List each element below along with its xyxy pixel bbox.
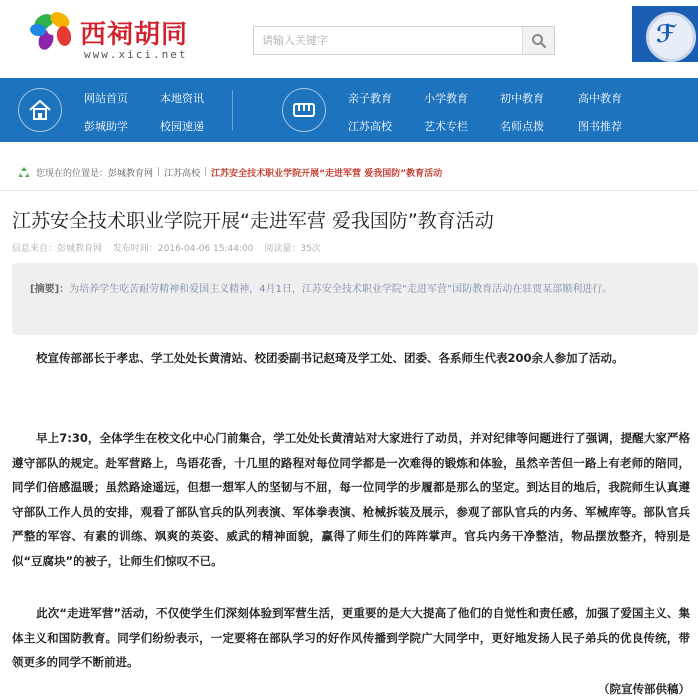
nav-divider — [232, 90, 233, 130]
summary-tag: [摘要]： — [30, 284, 70, 295]
summary-text: 为培养学生吃苦耐劳精神和爱国主义精神，4月1日，江苏安全技术职业学院“走进军营”国防教育活动在驻贾某部顺利进行。 — [69, 284, 613, 295]
piano-icon — [282, 88, 326, 132]
search-button[interactable] — [522, 27, 554, 54]
paragraph-text: 此次“走进军营”活动，不仅使学生们深刻体验到军营生活，更重要的是大大提高了他们的自觉性和责任感，加强了爱国主义、集体主义和国防教育。同学们纷纷表示，一定要将在部队学习的好作风传播到学院广大同学中，更好地发扬人民子弟兵的优良传统，带领更多的同学不断前进。 — [12, 606, 690, 669]
breadcrumb-current[interactable]: 江苏安全技术职业学院开展“走进军营 爱我国防”教育活动 — [211, 168, 443, 179]
article-paragraph — [12, 346, 690, 371]
site-url: www.xici.net — [84, 48, 188, 61]
nav-pengcheng-aid[interactable]: 彭城助学 — [84, 120, 128, 133]
nav-junior-high[interactable]: 初中教育 — [500, 92, 544, 105]
article-credit: （院宣传部供稿） — [598, 682, 690, 696]
emblem-glyph: ℱ — [656, 20, 676, 48]
search-icon — [531, 33, 547, 49]
nav-teachers[interactable]: 名师点拨 — [500, 120, 544, 133]
article-title: 江苏安全技术职业学院开展“走进军营 爱我国防”教育活动 — [12, 210, 494, 232]
nav-books[interactable]: 图书推荐 — [578, 120, 622, 133]
nav-home[interactable]: 网站首页 — [84, 92, 128, 105]
nav-jiangsu-colleges[interactable]: 江苏高校 — [348, 120, 392, 133]
nav-parenting[interactable]: 亲子教育 — [348, 92, 392, 105]
article-paragraph — [12, 601, 690, 675]
site-header — [0, 0, 698, 78]
site-name: 西祠胡同 — [80, 20, 189, 50]
search-box — [253, 26, 555, 55]
recycle-icon — [18, 166, 30, 178]
home-icon — [18, 88, 62, 132]
header-ad-banner[interactable] — [632, 6, 698, 62]
article-time: 发布时间：2016-04-06 15:44:00 — [112, 244, 254, 254]
article-paragraph — [12, 426, 690, 573]
nav-art[interactable]: 艺术专栏 — [424, 120, 468, 133]
article-source: 信息来自：彭城教育网 — [12, 244, 103, 254]
breadcrumb — [18, 164, 442, 180]
breadcrumb-prefix: 您现在的位置是： — [36, 168, 109, 179]
site-logo[interactable] — [28, 8, 208, 64]
main-nav — [0, 78, 698, 142]
divider — [0, 190, 698, 191]
paragraph-text: 校宣传部部长于孝忠、学工处处长黄清站、校团委副书记赵琦及学工处、团委、各系师生代表200余人参加了活动。 — [36, 351, 624, 365]
flower-logo-icon — [28, 8, 76, 56]
nav-primary[interactable]: 小学教育 — [424, 92, 468, 105]
nav-local-news[interactable]: 本地资讯 — [160, 92, 204, 105]
nav-senior-high[interactable]: 高中教育 — [578, 92, 622, 105]
breadcrumb-separator: | — [157, 167, 161, 177]
paragraph-text: 早上7:30，全体学生在校文化中心门前集合，学工处处长黄清站对大家进行了动员，并对纪律等问题进行了强调，提醒大家严格遵守部队的规定。赴军营路上，鸟语花香，十几里的路程对每位同学都是一次难得的锻炼和体验，虽然辛苦但一路上有老师的陪同，同学们倍感温暖；虽然路途遥远，但想一想军人的坚韧与不屈，每一位同学的步履都是那么的坚定。到达目的地后，我院师生认真遵守部队工作人员的安排，观看了部队官兵的队列表演、军体拳表演、枪械拆装及展示，参观了部队官兵的内务、军械库等。部队官兵严整的军容、有素的训练、飒爽的英姿、威武的精神面貌，赢得了师生们的阵阵掌声。官兵内务干净整洁，物品摆放整齐，特别是似“豆腐块”的被子，让师生们惊叹不已。 — [12, 431, 690, 568]
article-views: 阅读量：35次 — [264, 244, 321, 254]
breadcrumb-item[interactable]: 彭城教育网 — [108, 168, 154, 179]
article-summary — [12, 263, 698, 335]
breadcrumb-item[interactable]: 江苏高校 — [164, 168, 201, 179]
article-meta — [12, 241, 329, 254]
nav-campus-express[interactable]: 校园速递 — [160, 120, 204, 133]
search-input[interactable] — [254, 27, 524, 54]
breadcrumb-separator: | — [204, 167, 208, 177]
